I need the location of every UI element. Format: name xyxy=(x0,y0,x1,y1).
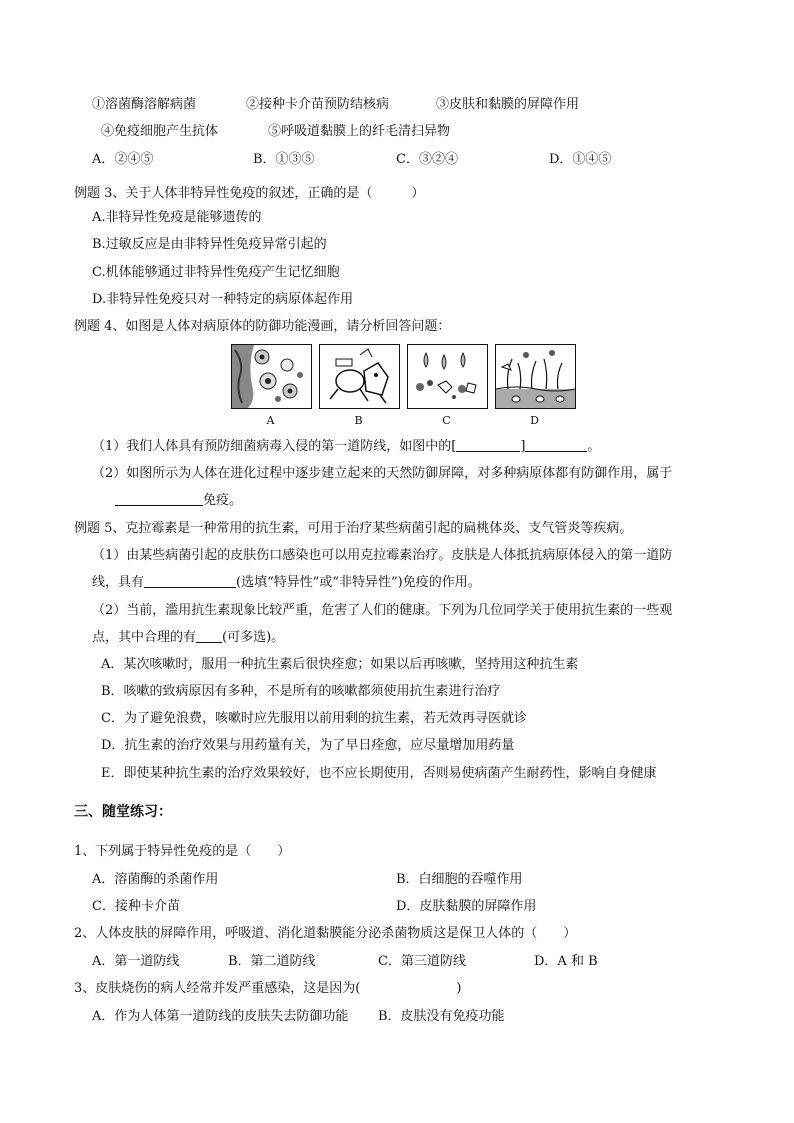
panel-b-label: B xyxy=(354,414,363,427)
practice-2-option-b: B．第二道防线 xyxy=(228,954,316,969)
option-4-line xyxy=(101,123,218,141)
choice-c: C．③②④ xyxy=(396,152,458,167)
ex5-option-d: D．抗生素的治疗效果与用药量有关，为了早日痊愈，应尽量增加用药量 xyxy=(101,738,515,753)
ex3-option-c: C.机体能够通过非特异性免疫产生记忆细胞 xyxy=(92,265,340,280)
practice-3-option-a: A．作为人体第一道防线的皮肤失去防御功能 xyxy=(92,1009,349,1024)
practice-1-stem: 1、下列属于特异性免疫的是（ ） xyxy=(74,844,291,859)
ex5-q2-line2: 点，其中合理的有 (可多选)。 xyxy=(92,630,285,645)
ex5-q2-blank[interactable] xyxy=(196,629,222,643)
panel-d-label: D xyxy=(530,414,539,427)
option-5-line xyxy=(268,123,450,141)
ex5-q2-line1: （2）当前，滥用抗生素现象比较严重，危害了人们的健康。下列为几位同学关于使用抗生素的一些观 xyxy=(92,603,673,618)
option-3: ③皮肤和黏膜的屏障作用 xyxy=(436,97,580,112)
option-5: ⑤呼吸道黏膜上的纤毛清扫异物 xyxy=(268,124,451,139)
ex4-q2-blank[interactable] xyxy=(115,492,203,506)
choice-b: B．①③⑤ xyxy=(253,152,315,167)
panel-b-illustration xyxy=(319,344,400,409)
panel-c-label: C xyxy=(442,414,451,427)
option-2-line xyxy=(246,96,389,114)
ex3-option-b: B.过敏反应是由非特异性免疫异常引起的 xyxy=(92,237,327,252)
panel-a-label: A xyxy=(266,414,275,427)
practice-1-option-b: B．白细胞的吞噬作用 xyxy=(396,872,523,887)
ex5-option-a: A．某次咳嗽时，服用一种抗生素后很快痊愈；如果以后再咳嗽，坚持用这种抗生素 xyxy=(101,657,579,672)
option-4: ④免疫细胞产生抗体 xyxy=(101,124,219,139)
practice-3-option-b: B．皮肤没有免疫功能 xyxy=(378,1009,505,1024)
option-1: ①溶菌酶溶解病菌 xyxy=(92,97,197,112)
option-2: ②接种卡介苗预防结核病 xyxy=(246,97,390,112)
practice-2-option-d: D．A 和 B xyxy=(534,954,598,969)
ex4-stem: 例题 4、如图是人体对病原体的防御功能漫画，请分析回答问题： xyxy=(74,319,451,334)
ex3-option-a: A.非特异性免疫是能够遗传的 xyxy=(92,210,262,225)
ex5-option-c: C．为了避免浪费，咳嗽时应先服用以前用剩的抗生素，若无效再寻医就诊 xyxy=(101,711,527,726)
ex5-q1-blank[interactable] xyxy=(144,574,236,588)
option-3-line xyxy=(436,96,579,114)
practice-1-option-c: C．接种卡介苗 xyxy=(92,899,180,914)
section-3-heading: 三、随堂练习： xyxy=(74,804,172,820)
ex4-q2-line2: 免疫。 xyxy=(115,492,242,510)
ex4-q1-blank-name[interactable] xyxy=(525,438,587,452)
practice-2-stem: 2、人体皮肤的屏障作用，呼吸道、消化道黏膜能分泌杀菌物质这是保卫人体的（ ） xyxy=(74,926,577,941)
ex3-stem: 例题 3、关于人体非特异性免疫的叙述，正确的是（ ） xyxy=(74,186,425,201)
panel-d-illustration xyxy=(495,344,576,409)
choice-d: D．①④⑤ xyxy=(549,152,612,167)
ex5-q1-line1: （1）由某些病菌引起的皮肤伤口感染也可以用克拉霉素治疗。皮肤是人体抵抗病原体侵入的第一道防 xyxy=(92,548,673,563)
ex5-q1-line2: 线，具有 (选填“特异性”或“非特异性”)免疫的作用。 xyxy=(92,575,481,590)
panel-a-illustration xyxy=(231,344,312,409)
ex3-option-d: D.非特异性免疫只对一种特定的病原体起作用 xyxy=(92,292,354,307)
practice-2-option-a: A．第一道防线 xyxy=(92,954,180,969)
ex4-q1-blank-letter[interactable] xyxy=(456,438,520,452)
practice-1-option-d: D．皮肤黏膜的屏障作用 xyxy=(396,899,537,914)
ex4-q1: （1）我们人体具有预防细菌病毒入侵的第一道防线，如图中的[ ] 。 xyxy=(92,439,601,454)
practice-3-stem: 3、皮肤烧伤的病人经常并发严重感染，这是因为( ) xyxy=(74,981,462,996)
ex5-stem: 例题 5、克拉霉素是一种常用的抗生素，可用于治疗某些病菌引起的扁桃体炎、支气管炎等疾病。 xyxy=(74,521,633,536)
ex5-option-e: E．即使某种抗生素的治疗效果较好，也不应长期使用，否则易使病菌产生耐药性，影响自身健康 xyxy=(101,766,657,781)
option-row-1 xyxy=(92,96,196,114)
choice-a: A．②④⑤ xyxy=(92,152,154,167)
ex4-q2-line1: （2）如图所示为人体在进化过程中逐步建立起来的天然防御屏障，对多种病原体都有防御作用，属于 xyxy=(92,466,673,481)
practice-1-option-a: A．溶菌酶的杀菌作用 xyxy=(92,872,219,887)
ex5-option-b: B．咳嗽的致病原因有多种，不是所有的咳嗽都须使用抗生素进行治疗 xyxy=(101,684,501,699)
practice-2-option-c: C．第三道防线 xyxy=(378,954,466,969)
panel-c-illustration xyxy=(407,344,488,409)
